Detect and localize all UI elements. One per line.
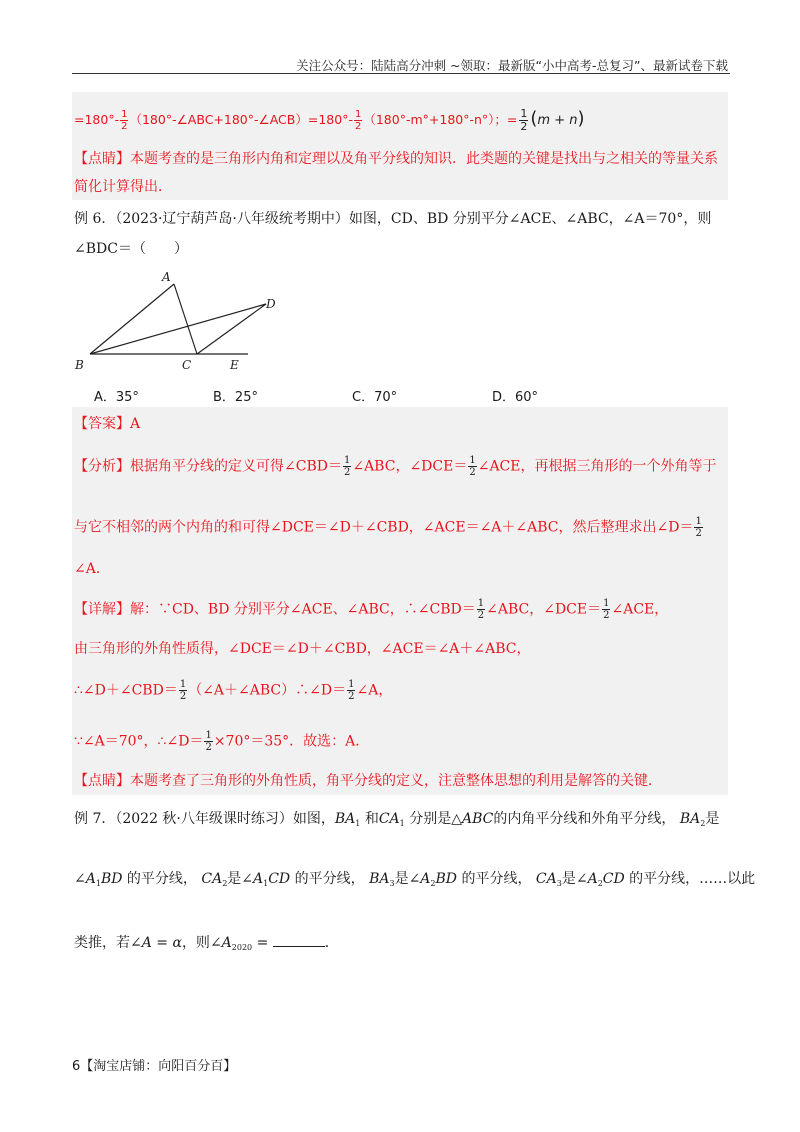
example-6-question-line2: ∠BDC＝（ ） — [74, 241, 188, 257]
header-divider — [72, 73, 730, 74]
option-c: C．70° — [352, 390, 398, 405]
page-footer: 6【淘宝店铺：向阳百分百】 — [72, 1059, 237, 1074]
example-7-line1: 例 7．（2022 秋·八年级课时练习）如图，$BA_1$ 和$CA_1$ 分别是△ABC的内角平分线和外角平分线， $BA_2$是 — [74, 811, 720, 828]
fraction-half: $\frac{1}{2}$ — [695, 516, 702, 539]
fraction-half: $\frac{1}{2}$ — [343, 455, 351, 478]
math-BA2: $BA_2$ — [679, 811, 706, 828]
label-E: E — [230, 358, 239, 372]
fraction-half: $\frac{1}{2}$ — [121, 109, 128, 132]
formula-m-plus-n: (m + n) — [530, 108, 585, 129]
math-BA1: $BA_1$ — [334, 811, 361, 828]
fraction-half: $\frac{1}{2}$ — [205, 730, 212, 753]
math-CA3: $CA_3$ — [535, 871, 562, 888]
label-B: B — [75, 358, 84, 372]
math-A2020: $\angle A_{2020}$ — [209, 935, 253, 952]
example-7-line2: $\angle A_1BD$ 的平分线， $CA_2$是$\angle A_1CD$ 的平分线， $BA_3$是$\angle A_2BD$ 的平分线， $CA_3$是$\angle A_2CD$ 的平分线，……以此 — [74, 871, 756, 888]
answer-line: 【答案】A — [74, 416, 141, 432]
segment-BA — [90, 284, 174, 354]
detail-line3: ∴∠D＋∠CBD＝ $\frac{1}{2}$ （∠A＋∠ABC）∴∠D＝ $\frac{1}{2}$ ∠A， — [74, 679, 393, 702]
fraction-half: $\frac{1}{2}$ — [520, 107, 528, 133]
math-angle-A-alpha: ∠A = α — [130, 935, 182, 951]
math-CA1: $CA_1$ — [378, 811, 405, 828]
example-7-line3: 类推，若∠A = α，则$\angle A_{2020}$ = ． — [74, 935, 339, 952]
option-a: A．35° — [94, 390, 139, 405]
math-triangle-ABC: △ABC — [451, 811, 494, 827]
segment-CD — [197, 304, 266, 354]
math-A1CD: $\angle A_1CD$ — [241, 871, 291, 888]
dianjing-2: 【点睛】本题考查了三角形的外角性质，角平分线的定义，注意整体思想的利用是解答的关键． — [74, 773, 662, 789]
label-D: D — [266, 297, 276, 311]
fraction-half: $\frac{1}{2}$ — [348, 679, 355, 702]
detail-line1: 【详解】解：∵CD、BD 分别平分∠ACE、∠ABC，∴∠CBD＝ $\frac{1}{2}$ ∠ABC，∠DCE＝ $\frac{1}{2}$ ∠ACE， — [74, 598, 669, 621]
triangle-figure — [70, 268, 290, 378]
dianjing-1-line2: 简化计算得出． — [74, 179, 172, 195]
fraction-half: $\frac{1}{2}$ — [603, 598, 610, 621]
math-CA2: $CA_2$ — [201, 871, 228, 888]
formula-line: =180°- $\frac{1}{2}$ （180°-∠ABC+180°-∠ACB）=180°- $\frac{1}{2}$ （180°-m°+180°-n°）；= $\frac{1}{2}$ (m + n) — [74, 107, 585, 133]
detail-line4: ∵∠A＝70°，∴∠D＝ $\frac{1}{2}$ ×70°＝35°．故选：A． — [74, 730, 370, 753]
fraction-half: $\frac{1}{2}$ — [179, 679, 187, 702]
detail-line2: 由三角形的外角性质得，∠DCE＝∠D＋∠CBD，∠ACE＝∠A＋∠ABC， — [74, 641, 531, 657]
fraction-half: $\frac{1}{2}$ — [477, 598, 485, 621]
analysis-line1: 【分析】根据角平分线的定义可得∠CBD＝ $\frac{1}{2}$ ∠ABC，∠DCE＝ $\frac{1}{2}$ ∠ACE，再根据三角形的一个外角等于 — [74, 455, 717, 478]
label-A: A — [162, 270, 171, 284]
math-A2BD: $\angle A_2BD$ — [408, 871, 458, 888]
math-A2CD: $\angle A_2CD$ — [575, 871, 625, 888]
option-d: D．60° — [492, 390, 539, 405]
label-C: C — [182, 358, 192, 372]
math-BA3: $BA_3$ — [369, 871, 395, 888]
segment-AC — [174, 284, 197, 354]
dianjing-1-line1: 【点睛】本题考查的是三角形内角和定理以及角平分线的知识．此类题的关键是找出与之相关的等量关系 — [74, 151, 718, 167]
option-b: B．25° — [213, 390, 258, 405]
answer-blank — [273, 934, 325, 947]
segment-BD — [90, 304, 266, 354]
fraction-half: $\frac{1}{2}$ — [469, 455, 476, 478]
math-A1BD: $\angle A_1BD$ — [74, 871, 123, 888]
analysis-line3: ∠A． — [74, 561, 110, 577]
analysis-line2: 与它不相邻的两个内角的和可得∠DCE＝∠D＋∠CBD，∠ACE＝∠A＋∠ABC，然后整理求出∠D＝ $\frac{1}{2}$ — [74, 516, 702, 539]
example-6-question-line1: 例 6．（2023·辽宁葫芦岛·八年级统考期中）如图，CD、BD 分别平分∠ACE、∠ABC，∠A＝70°，则 — [74, 211, 712, 227]
fraction-half: $\frac{1}{2}$ — [354, 109, 362, 132]
page-header: 关注公众号：陆陆高分冲刺 ~领取：最新版“小中高考-总复习”、最新试卷下载 — [296, 58, 728, 73]
